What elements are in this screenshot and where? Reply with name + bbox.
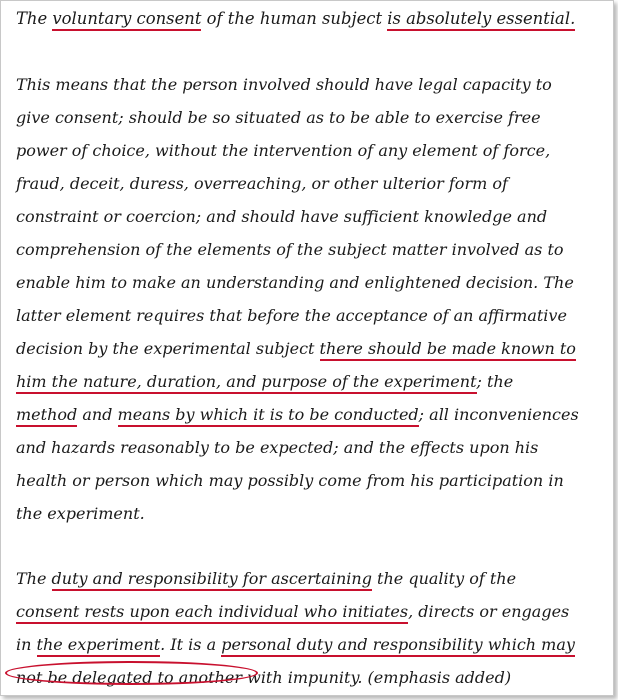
text-segment: the quality of the [371,569,517,588]
text-line [16,600,569,624]
text-segment: comprehension of the elements of the subject matter involved as to [16,240,564,259]
text-line [16,106,541,130]
text-line [16,436,538,460]
text-line [16,633,575,657]
text-segment: fraud, deceit, duress, overreaching, or other ulterior form of [16,174,508,193]
document-page [1,1,613,695]
text-segment: and hazards reasonably to be expected; and the effects upon his [16,438,539,457]
text-line [16,567,516,591]
text-line [16,337,576,361]
underlined-phrase: duty and responsibility for ascertaining [52,569,372,591]
text-segment: give consent; should be so situated as to be able to exercise free [16,108,541,127]
text-segment: decision by the experimental subject [16,339,320,358]
underlined-phrase: there should be made known to [320,339,576,361]
text-segment: constraint or coercion; and should have sufficient knowledge and [16,207,548,226]
text-segment: ; the [476,372,514,391]
underlined-phrase: is absolutely essential. [387,9,575,31]
text-segment: health or person which may possibly come from his participation in [16,471,564,490]
text-segment: The [16,9,53,28]
text-segment: power of choice, without the intervention of any element of force, [16,141,551,160]
text-line [16,73,552,97]
underlined-phrase: method [16,405,77,427]
text-line [16,304,567,328]
text-line [16,469,564,493]
underlined-phrase: voluntary consent [52,9,201,31]
text-segment: of the human subject [201,9,388,28]
text-segment: in [16,635,37,654]
text-line [16,271,574,295]
text-line [16,370,513,394]
text-line [16,139,550,163]
underlined-phrase: the experiment [37,635,161,657]
text-segment: and [77,405,118,424]
text-segment: . It is a [160,635,222,654]
intro-line [16,7,575,31]
text-segment: ; all inconveniences [418,405,579,424]
text-segment: enable him to make an understanding and enlightened decision. The [16,273,574,292]
text-line [16,205,547,229]
text-segment: not be delegated to another [16,668,243,687]
text-line [16,238,564,262]
text-segment: with impunity. (emphasis added) [242,668,512,687]
text-segment: latter element requires that before the acceptance of an affirmative [16,306,567,325]
text-line [16,172,508,196]
text-segment: This means that the person involved should have legal capacity to [16,75,552,94]
underlined-phrase: personal duty and responsibility which may [221,635,575,657]
text-segment: The [16,569,52,588]
text-line [16,502,145,526]
underlined-phrase: consent rests upon each individual who initiates [16,602,408,624]
underlined-phrase: means by which it is to be conducted [118,405,419,427]
circled-phrase-annotation [5,661,258,685]
text-line [16,403,579,427]
text-segment: the experiment. [16,504,145,523]
underlined-phrase: him the nature, duration, and purpose of the experiment [16,372,477,394]
text-segment: , directs or engages [408,602,570,621]
